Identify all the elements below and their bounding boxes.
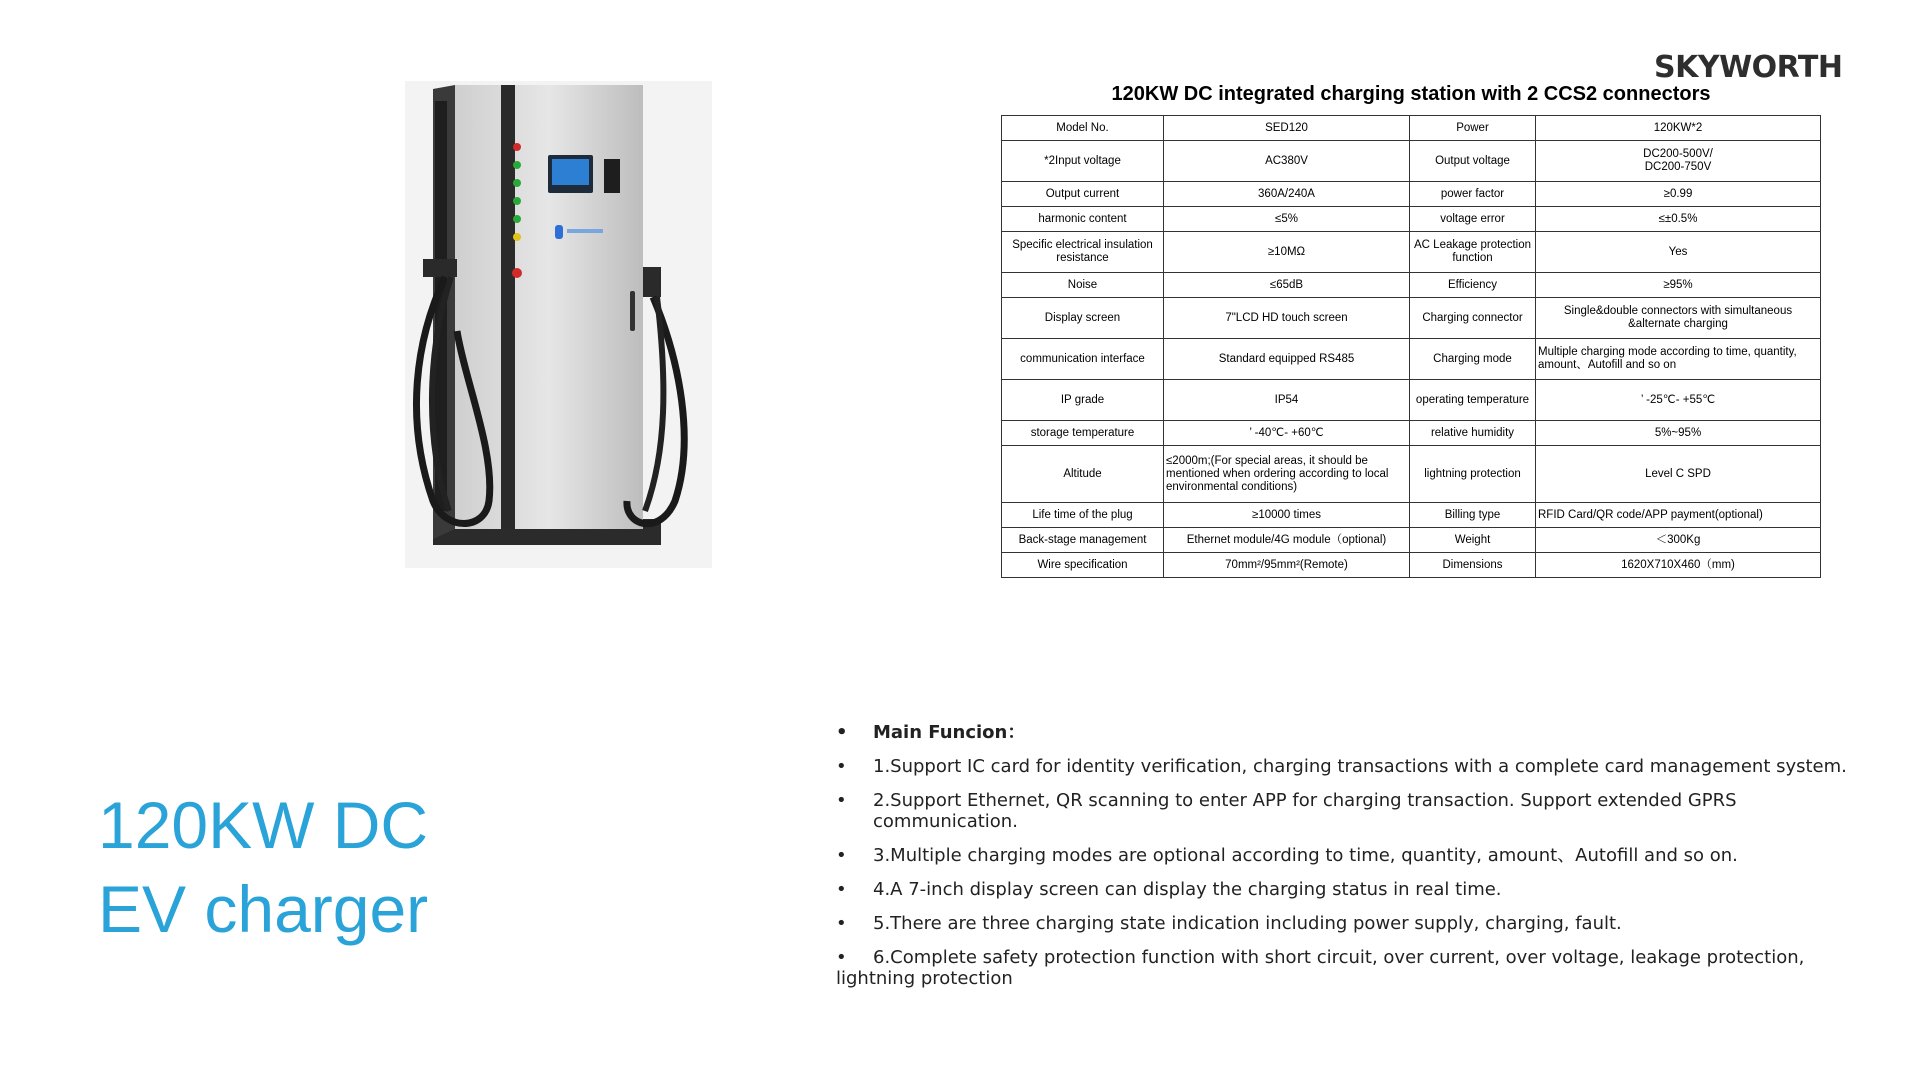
spec-value: ≥95% (1536, 273, 1821, 298)
spec-value: ≥10000 times (1164, 503, 1410, 528)
spec-value: AC380V (1164, 141, 1410, 182)
spec-row (1002, 298, 1821, 339)
spec-value: DC200-500V/ DC200-750V (1536, 141, 1821, 182)
spec-value: IP54 (1164, 380, 1410, 421)
bullet: • (836, 790, 847, 811)
spec-label: Dimensions (1410, 553, 1536, 578)
spec-row (1002, 141, 1821, 182)
spec-row (1002, 339, 1821, 380)
spec-label: Wire specification (1002, 553, 1164, 578)
feature-item (836, 913, 1856, 934)
spec-value: SED120 (1164, 116, 1410, 141)
spec-value: ≥0.99 (1536, 182, 1821, 207)
spec-row (1002, 273, 1821, 298)
feature-heading (836, 722, 1856, 743)
spec-table-title: 120KW DC integrated charging station with 2 CCS2 connectors (1111, 83, 1711, 105)
feature-item-text: 6.Complete safety protection function with short circuit, over current, over voltage, leakage protection, lightning protection (836, 947, 1805, 989)
feature-item-text: 3.Multiple charging modes are optional according to time, quantity, amount、Autofill and so on. (873, 845, 1738, 866)
spec-label: IP grade (1002, 380, 1164, 421)
bullet: • (836, 756, 847, 777)
feature-item-text: 1.Support IC card for identity verification, charging transactions with a complete card management system. (873, 756, 1847, 777)
spec-value: 360A/240A (1164, 182, 1410, 207)
ev-charger-photo (405, 81, 712, 568)
spec-value: ≤65dB (1164, 273, 1410, 298)
spec-row (1002, 380, 1821, 421)
spec-label: *2Input voltage (1002, 141, 1164, 182)
spec-label: Life time of the plug (1002, 503, 1164, 528)
spec-row (1002, 421, 1821, 446)
spec-row (1002, 503, 1821, 528)
spec-value: ≤2000m;(For special areas, it should be mentioned when ordering according to local environmental conditions) (1164, 446, 1410, 503)
headline (98, 783, 428, 951)
bullet: • (836, 722, 848, 743)
spec-value: 1620X710X460（mm) (1536, 553, 1821, 578)
bullet: • (836, 879, 847, 900)
spec-label: Noise (1002, 273, 1164, 298)
feature-item (836, 756, 1856, 777)
spec-label: Charging connector (1410, 298, 1536, 339)
spec-value: 70mm²/95mm²(Remote) (1164, 553, 1410, 578)
spec-label: AC Leakage protection function (1410, 232, 1536, 273)
spec-label: Weight (1410, 528, 1536, 553)
feature-item (836, 845, 1856, 866)
spec-value: RFID Card/QR code/APP payment(optional) (1536, 503, 1821, 528)
bullet: • (836, 913, 847, 934)
spec-label: Altitude (1002, 446, 1164, 503)
spec-value: Standard equipped RS485 (1164, 339, 1410, 380)
spec-row (1002, 182, 1821, 207)
spec-label: Output current (1002, 182, 1164, 207)
headline-line-2: EV charger (98, 872, 429, 946)
spec-value: Ethernet module/4G module（optional) (1164, 528, 1410, 553)
spec-row (1002, 446, 1821, 503)
spec-label: storage temperature (1002, 421, 1164, 446)
spec-value: 120KW*2 (1536, 116, 1821, 141)
spec-label: Billing type (1410, 503, 1536, 528)
spec-value: ≤±0.5% (1536, 207, 1821, 232)
spec-value: ≥10MΩ (1164, 232, 1410, 273)
spec-row (1002, 528, 1821, 553)
spec-label: voltage error (1410, 207, 1536, 232)
spec-row (1002, 207, 1821, 232)
spec-value: Level C SPD (1536, 446, 1821, 503)
spec-label: relative humidity (1410, 421, 1536, 446)
brand-logo: SKYWORTH (1654, 50, 1843, 85)
spec-value: Yes (1536, 232, 1821, 273)
spec-label: Charging mode (1410, 339, 1536, 380)
feature-list (836, 722, 1856, 1002)
spec-label: Power (1410, 116, 1536, 141)
spec-table (1001, 115, 1821, 578)
feature-item (836, 947, 1856, 989)
spec-value: 7"LCD HD touch screen (1164, 298, 1410, 339)
spec-label: operating temperature (1410, 380, 1536, 421)
spec-value: 5%~95% (1536, 421, 1821, 446)
spec-value: ＜300Kg (1536, 528, 1821, 553)
spec-row (1002, 553, 1821, 578)
feature-item-text: 5.There are three charging state indication including power supply, charging, fault. (873, 913, 1622, 934)
spec-label: power factor (1410, 182, 1536, 207)
spec-value: Multiple charging mode according to time, quantity, amount、Autofill and so on (1536, 339, 1821, 380)
feature-item-text: 2.Support Ethernet, QR scanning to enter APP for charging transaction. Support extended GPRS communication. (873, 790, 1737, 832)
spec-label: Model No. (1002, 116, 1164, 141)
spec-row (1002, 232, 1821, 273)
spec-value: Single&double connectors with simultaneous &alternate charging (1536, 298, 1821, 339)
feature-heading-text: Main Funcion： (873, 722, 1026, 743)
bullet: • (836, 845, 847, 866)
spec-value: ’ -40℃- +60℃ (1164, 421, 1410, 446)
spec-label: communication interface (1002, 339, 1164, 380)
product-image (405, 81, 712, 568)
spec-label: lightning protection (1410, 446, 1536, 503)
spec-label: Back-stage management (1002, 528, 1164, 553)
spec-label: Display screen (1002, 298, 1164, 339)
feature-item (836, 790, 1856, 832)
feature-item-text: 4.A 7-inch display screen can display the charging status in real time. (873, 879, 1502, 900)
bullet: • (836, 947, 847, 968)
spec-value: ’ -25℃- +55℃ (1536, 380, 1821, 421)
headline-line-1: 120KW DC (98, 788, 429, 862)
feature-item (836, 879, 1856, 900)
spec-value: ≤5% (1164, 207, 1410, 232)
spec-row (1002, 116, 1821, 141)
spec-label: Efficiency (1410, 273, 1536, 298)
spec-label: harmonic content (1002, 207, 1164, 232)
spec-label: Output voltage (1410, 141, 1536, 182)
spec-label: Specific electrical insulation resistance (1002, 232, 1164, 273)
